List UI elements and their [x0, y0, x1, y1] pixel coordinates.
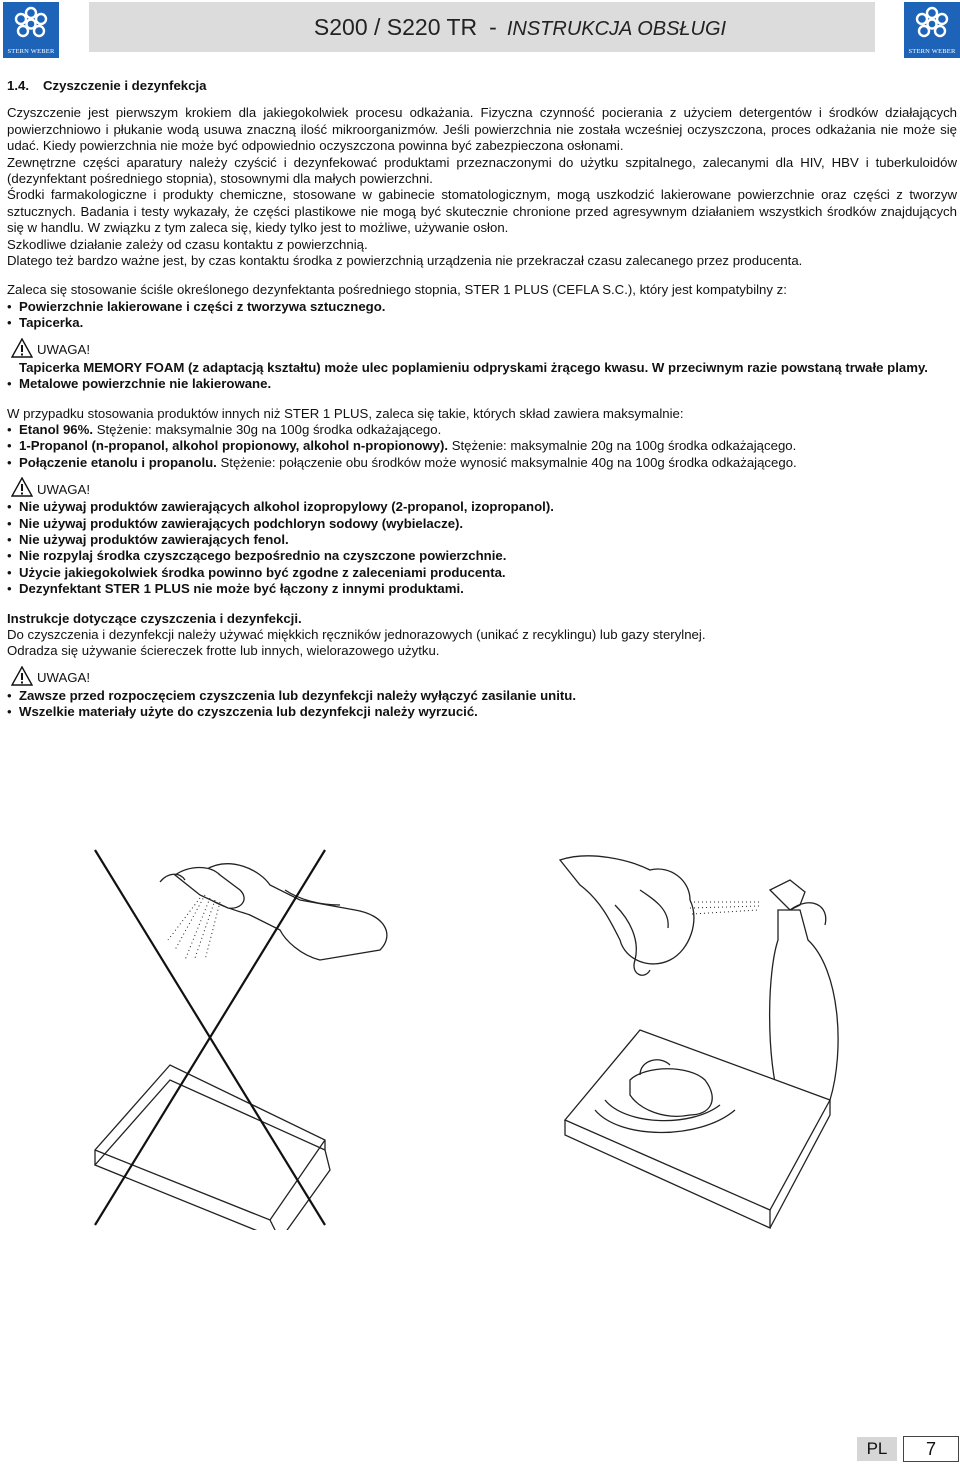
manual-subtitle: INSTRUKCJA OBSŁUGI	[506, 17, 727, 40]
list-item: • Użycie jakiegokolwiek środka powinno być zgodne z zaleceniami producenta.	[7, 565, 957, 581]
warning-text: Tapicerka MEMORY FOAM (z adaptacją kształtu) może ulec poplamieniu odpryskami żrącego kwasu. W przeciwnym razie powstaną trwałe plamy.	[19, 359, 928, 375]
flower-logo-icon	[904, 2, 960, 46]
warning-triangle-icon	[11, 666, 33, 686]
correct-method-illustration	[560, 856, 838, 1228]
language-code: PL	[857, 1437, 897, 1461]
section-heading	[7, 78, 957, 94]
compatible-list-2	[7, 376, 957, 392]
list-item: • 1-Propanol (n-propanol, alkohol propionowy, alkohol n-propionowy). Stężenie: maksymalnie 20g na 100g środka odkażającego.	[7, 438, 957, 454]
brand-name: STERN WEBER	[908, 48, 956, 55]
header-bar	[89, 2, 875, 52]
list-item: • Połączenie etanolu i propanolu. Stężenie: połączenie obu środków może wynosić maksymalnie 40g na 100g środka odkażającego.	[7, 455, 957, 471]
brand-name: STERN WEBER	[7, 48, 55, 55]
section-title: Czyszczenie i dezynfekcja	[43, 78, 207, 93]
intro-paragraph: Szkodliwe działanie zależy od czasu kontaktu z powierzchnią.	[7, 236, 368, 252]
list-item: • Zawsze przed rozpoczęciem czyszczenia lub dezynfekcji należy wyłączyć zasilanie unitu.	[7, 688, 957, 704]
warning-callout	[11, 477, 957, 497]
list-item: • Nie używaj produktów zawierających podchloryn sodowy (wybielacze).	[7, 516, 957, 532]
brand-logo-right	[904, 2, 960, 58]
list-item: • Metalowe powierzchnie nie lakierowane.	[7, 376, 957, 392]
warning-label: UWAGA!	[37, 670, 90, 686]
list-item: • Tapicerka.	[7, 315, 957, 331]
wrong-method-illustration	[95, 850, 387, 1230]
cleaning-illustrations	[0, 810, 960, 1230]
intro-paragraph: Dlatego też bardzo ważne jest, by czas kontaktu środka z powierzchnią urządzenia nie przekraczał czasu zalecanego przez producenta.	[7, 253, 803, 269]
warning-triangle-icon	[11, 477, 33, 497]
document-body	[7, 78, 957, 721]
warning-list	[7, 499, 957, 597]
intro-paragraph: Czyszczenie jest pierwszym krokiem dla jakiegokolwiek procesu odkażania. Fizyczna czynność pocierania z użyciem detergentów i środków działających powierzchniowo i płukanie wodą usuwa znaczną ilość mikroorganizmów. Jeśli powierzchnia nie została wcześniej oczyszczona, proces odkażania nie może się udać. Kiedy powierzchnia nie może być odpowiednio oczyszczona powinna być zabezpieczona osłonami.	[7, 105, 957, 154]
recommend-intro: Zaleca się stosowanie ściśle określonego dezynfektanta pośredniego stopnia, STER 1 PLUS (CEFLA S.C.), który jest kompatybilny z:	[7, 282, 787, 298]
warning-list-final	[7, 688, 957, 721]
list-item: • Dezynfektant STER 1 PLUS nie może być łączony z innymi produktami.	[7, 581, 957, 597]
other-products-intro: W przypadku stosowania produktów innych niż STER 1 PLUS, zaleca się takie, których skład zawiera maksymalnie:	[7, 405, 684, 421]
list-item: • Wszelkie materiały użyte do czyszczenia lub dezynfekcji należy wyrzucić.	[7, 704, 957, 720]
warning-triangle-icon	[11, 338, 33, 358]
list-item: • Nie używaj produktów zawierających fenol.	[7, 532, 957, 548]
model-name: S200 / S220 TR	[313, 13, 478, 40]
warning-label: UWAGA!	[37, 342, 90, 358]
warning-callout	[11, 338, 957, 358]
instructions-line: Odradza się używanie ściereczek frotte lub innych, wielorazowego użytku.	[7, 643, 440, 659]
intro-paragraph: Środki farmakologiczne i produkty chemiczne, stosowane w gabinecie stomatologicznym, mogą uszkodzić lakierowane powierzchnie oraz części z tworzyw sztucznych. Badania i testy wykazały, że części plastikowe nie mogą być skutecznie chronione przed agresywnym działaniem wszystkich środków znajdujących się w handlu. W związku z tym zaleca się, kiedy tylko jest to możliwe, używanie osłon.	[7, 187, 957, 236]
instructions-line: Do czyszczenia i dezynfekcji należy używać miękkich ręczników jednorazowych (unikać z recyklingu) lub gazy sterylnej.	[7, 626, 706, 642]
brand-logo-left	[3, 2, 59, 58]
warning-callout	[11, 666, 957, 686]
list-item: • Powierzchnie lakierowane i części z tworzywa sztucznego.	[7, 299, 957, 315]
other-products-list	[7, 422, 957, 471]
list-item: • Nie rozpylaj środka czyszczącego bezpośrednio na czyszczone powierzchnie.	[7, 548, 957, 564]
compatible-list	[7, 299, 957, 332]
page-title	[314, 14, 726, 41]
instructions-heading: Instrukcje dotyczące czyszczenia i dezynfekcji.	[7, 610, 302, 626]
list-item: • Etanol 96%. Stężenie: maksymalnie 30g na 100g środka odkażającego.	[7, 422, 957, 438]
section-number: 1.4.	[7, 78, 29, 93]
warning-label: UWAGA!	[37, 481, 90, 497]
title-separator: -	[489, 13, 497, 40]
flower-logo-icon	[3, 2, 59, 46]
intro-paragraph: Zewnętrzne części aparatury należy czyścić i dezynfekować produktami przeznaczonymi do użytku szpitalnego, zalecanymi dla HIV, HBV i tuberkuloidów (dezynfektant pośredniego stopnia), stosownymi dla małych powierzchni.	[7, 154, 957, 187]
page-number: 7	[903, 1436, 959, 1462]
list-item: • Nie używaj produktów zawierających alkohol izopropylowy (2-propanol, izopropanol).	[7, 499, 957, 515]
